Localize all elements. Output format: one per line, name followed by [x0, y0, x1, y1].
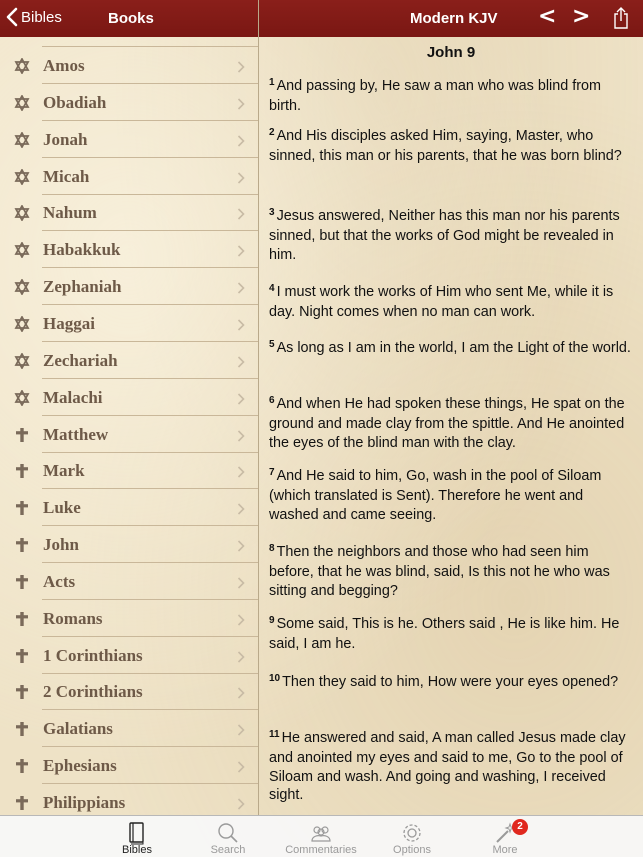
book-name: Habakkuk [43, 240, 121, 260]
book-name: Matthew [43, 424, 109, 444]
chevron-right-icon [237, 244, 245, 262]
book-row-habakkuk[interactable] [0, 231, 258, 268]
tab-search[interactable] [188, 816, 268, 857]
star-of-david-icon [14, 390, 30, 406]
reader-nav-bar [259, 0, 643, 37]
star-of-david-icon [14, 169, 30, 185]
book-name: Zechariah [43, 350, 118, 370]
book-row-zechariah[interactable] [0, 342, 258, 379]
chevron-right-icon [237, 281, 245, 299]
book-name: Luke [43, 498, 81, 518]
share-icon [613, 6, 629, 30]
books-title: Books [108, 10, 154, 27]
chevron-right-icon [237, 355, 245, 373]
book-name: Amos [43, 56, 85, 75]
book-row-malachi[interactable] [0, 379, 258, 416]
book-row-1-corinthians[interactable] [0, 637, 258, 674]
gear-icon [400, 821, 424, 845]
verse[interactable] [269, 77, 631, 116]
verse[interactable] [269, 615, 631, 654]
book-row-galatians[interactable] [0, 710, 258, 747]
chevron-right-icon [237, 429, 245, 447]
star-of-david-icon [14, 132, 30, 148]
chevron-right-icon [237, 613, 245, 631]
cross-icon [14, 574, 30, 590]
books-list[interactable] [0, 37, 258, 815]
cross-icon [14, 721, 30, 737]
verse-text: And passing by, He saw a man who was blind from birth. [269, 78, 602, 115]
verse-number: 2 [269, 127, 275, 138]
chevron-right-icon [237, 207, 245, 225]
book-row-jonah[interactable] [0, 121, 258, 158]
books-nav-bar [0, 0, 258, 37]
book-row-philippians[interactable] [0, 784, 258, 815]
chevron-right-icon [237, 392, 245, 410]
people-icon [309, 821, 333, 845]
chevron-right-icon [237, 686, 245, 704]
book-name: Acts [43, 571, 76, 591]
verse-number: 9 [269, 615, 275, 626]
book-row-matthew[interactable] [0, 416, 258, 453]
cross-icon [14, 648, 30, 664]
verse[interactable] [269, 395, 631, 452]
book-name: 1 Corinthians [43, 645, 143, 665]
book-name: Micah [43, 166, 90, 186]
verse-number: 5 [269, 339, 275, 350]
cross-icon [14, 684, 30, 700]
chevron-right-icon [237, 576, 245, 594]
chapter-view[interactable] [259, 37, 643, 815]
tab-label: Search [210, 844, 246, 856]
book-name: Malachi [43, 387, 103, 407]
star-of-david-icon [14, 58, 30, 74]
chevron-right-icon [237, 797, 245, 815]
verse-text: And He said to him, Go, wash in the pool of Siloam (which translated is Sent). Therefore he went and washed and came seeing. [269, 468, 602, 523]
cross-icon [14, 427, 30, 443]
tab-more[interactable] [465, 816, 545, 857]
verse-text: And His disciples asked Him, saying, Master, who sinned, this man or his parents, that he was born blind? [269, 128, 622, 165]
verse[interactable] [269, 467, 631, 524]
book-name: Galatians [43, 719, 113, 739]
book-row-obadiah[interactable] [0, 84, 258, 121]
verse-text: He answered and said, A man called Jesus made clay and anointed my eyes and said to me, Go to the pool of Siloam and wash. And going and washing, I received sight. [269, 730, 626, 804]
book-row-micah[interactable] [0, 158, 258, 195]
star-of-david-icon [14, 279, 30, 295]
tab-label: Bibles [122, 844, 152, 856]
cross-icon [14, 537, 30, 553]
verse[interactable] [269, 729, 631, 805]
star-of-david-icon [14, 95, 30, 111]
tab-options[interactable] [372, 816, 452, 857]
chevron-right-icon [237, 318, 245, 336]
tab-label: More [492, 844, 518, 856]
book-row-ephesians[interactable] [0, 747, 258, 784]
back-to-bibles-button[interactable] [6, 7, 62, 27]
translation-title[interactable]: Modern KJV [410, 10, 498, 27]
verse-text: Then the neighbors and those who had seen him before, that he was blind, said, Is this not he who was sitting and begging? [269, 544, 610, 599]
chevron-right-icon [237, 760, 245, 778]
cross-icon [14, 758, 30, 774]
verse-number: 6 [269, 395, 275, 406]
verse-text: And when He had spoken these things, He spat on the ground and made clay from the spittle. And He anointed the eyes of the blind man with the clay. [269, 396, 625, 451]
chevron-left-icon [6, 7, 18, 27]
previous-chapter-button[interactable]: < [538, 4, 557, 29]
book-row-amos[interactable] [0, 47, 258, 84]
share-button[interactable] [613, 6, 629, 35]
book-row-john[interactable] [0, 526, 258, 563]
chevron-right-icon [237, 465, 245, 483]
verse[interactable] [269, 673, 631, 693]
cross-icon [14, 795, 30, 811]
book-name: 2 Corinthians [43, 682, 143, 702]
book-name: Nahum [43, 203, 97, 223]
book-name: Romans [43, 608, 103, 628]
verse[interactable] [269, 543, 631, 600]
book-icon [125, 821, 149, 845]
star-of-david-icon [14, 205, 30, 221]
verse-number: 10 [269, 673, 281, 684]
book-row-mark[interactable] [0, 452, 258, 489]
chevron-right-icon [237, 60, 245, 78]
verse-number: 11 [269, 729, 280, 740]
verse[interactable] [269, 339, 631, 359]
verse-number: 8 [269, 543, 275, 554]
book-row-zephaniah[interactable] [0, 268, 258, 305]
verse-text: As long as I am in the world, I am the Light of the world. [276, 340, 631, 356]
book-name: John [43, 535, 79, 555]
cross-icon [14, 463, 30, 479]
chevron-right-icon [237, 539, 245, 557]
verse-text: Then they said to him, How were your eyes opened? [282, 674, 619, 690]
tab-label: Commentaries [285, 844, 357, 856]
cross-icon [14, 500, 30, 516]
notification-badge: 2 [512, 819, 528, 835]
book-row-luke[interactable] [0, 489, 258, 526]
book-row-romans[interactable] [0, 600, 258, 637]
tab-bar [0, 815, 643, 857]
star-of-david-icon [14, 316, 30, 332]
chevron-right-icon [237, 171, 245, 189]
book-name: Mark [43, 461, 85, 481]
book-name: Zephaniah [43, 277, 122, 297]
chevron-right-icon [237, 723, 245, 741]
book-name: Jonah [43, 129, 88, 149]
book-row-nahum[interactable] [0, 194, 258, 231]
book-row-acts[interactable] [0, 563, 258, 600]
book-row-2-corinthians[interactable] [0, 673, 258, 710]
cross-icon [14, 611, 30, 627]
star-of-david-icon [14, 242, 30, 258]
verse-text: Some said, This is he. Others said , He is like him. He said, I am he. [269, 616, 620, 653]
verse[interactable] [269, 283, 631, 322]
tab-label: Options [393, 844, 431, 856]
verse-number: 1 [269, 77, 275, 88]
chevron-right-icon [237, 97, 245, 115]
verse[interactable] [269, 207, 631, 264]
star-of-david-icon [14, 353, 30, 369]
back-button-label: Bibles [21, 8, 62, 26]
verse[interactable] [269, 127, 631, 166]
chapter-title: John 9 [426, 44, 476, 61]
tab-commentaries[interactable] [281, 816, 361, 857]
verse-text: Jesus answered, Neither has this man nor his parents sinned, but that the works of God might be revealed in him. [269, 208, 620, 263]
next-chapter-button[interactable]: > [572, 4, 591, 29]
verse-number: 3 [269, 207, 275, 218]
verse-number: 4 [269, 283, 275, 294]
verse-text: I must work the works of Him who sent Me, while it is day. Night comes when no man can work. [269, 284, 614, 321]
book-name: Ephesians [43, 756, 117, 776]
book-name: Philippians [43, 793, 126, 812]
chevron-right-icon [237, 134, 245, 152]
verse-number: 7 [269, 467, 275, 478]
book-row-haggai[interactable] [0, 305, 258, 342]
book-name: Haggai [43, 313, 95, 333]
tab-bibles[interactable] [97, 816, 177, 857]
magnifier-icon [216, 821, 240, 845]
chevron-right-icon [237, 650, 245, 668]
book-name: Obadiah [43, 92, 107, 112]
chevron-right-icon [237, 502, 245, 520]
